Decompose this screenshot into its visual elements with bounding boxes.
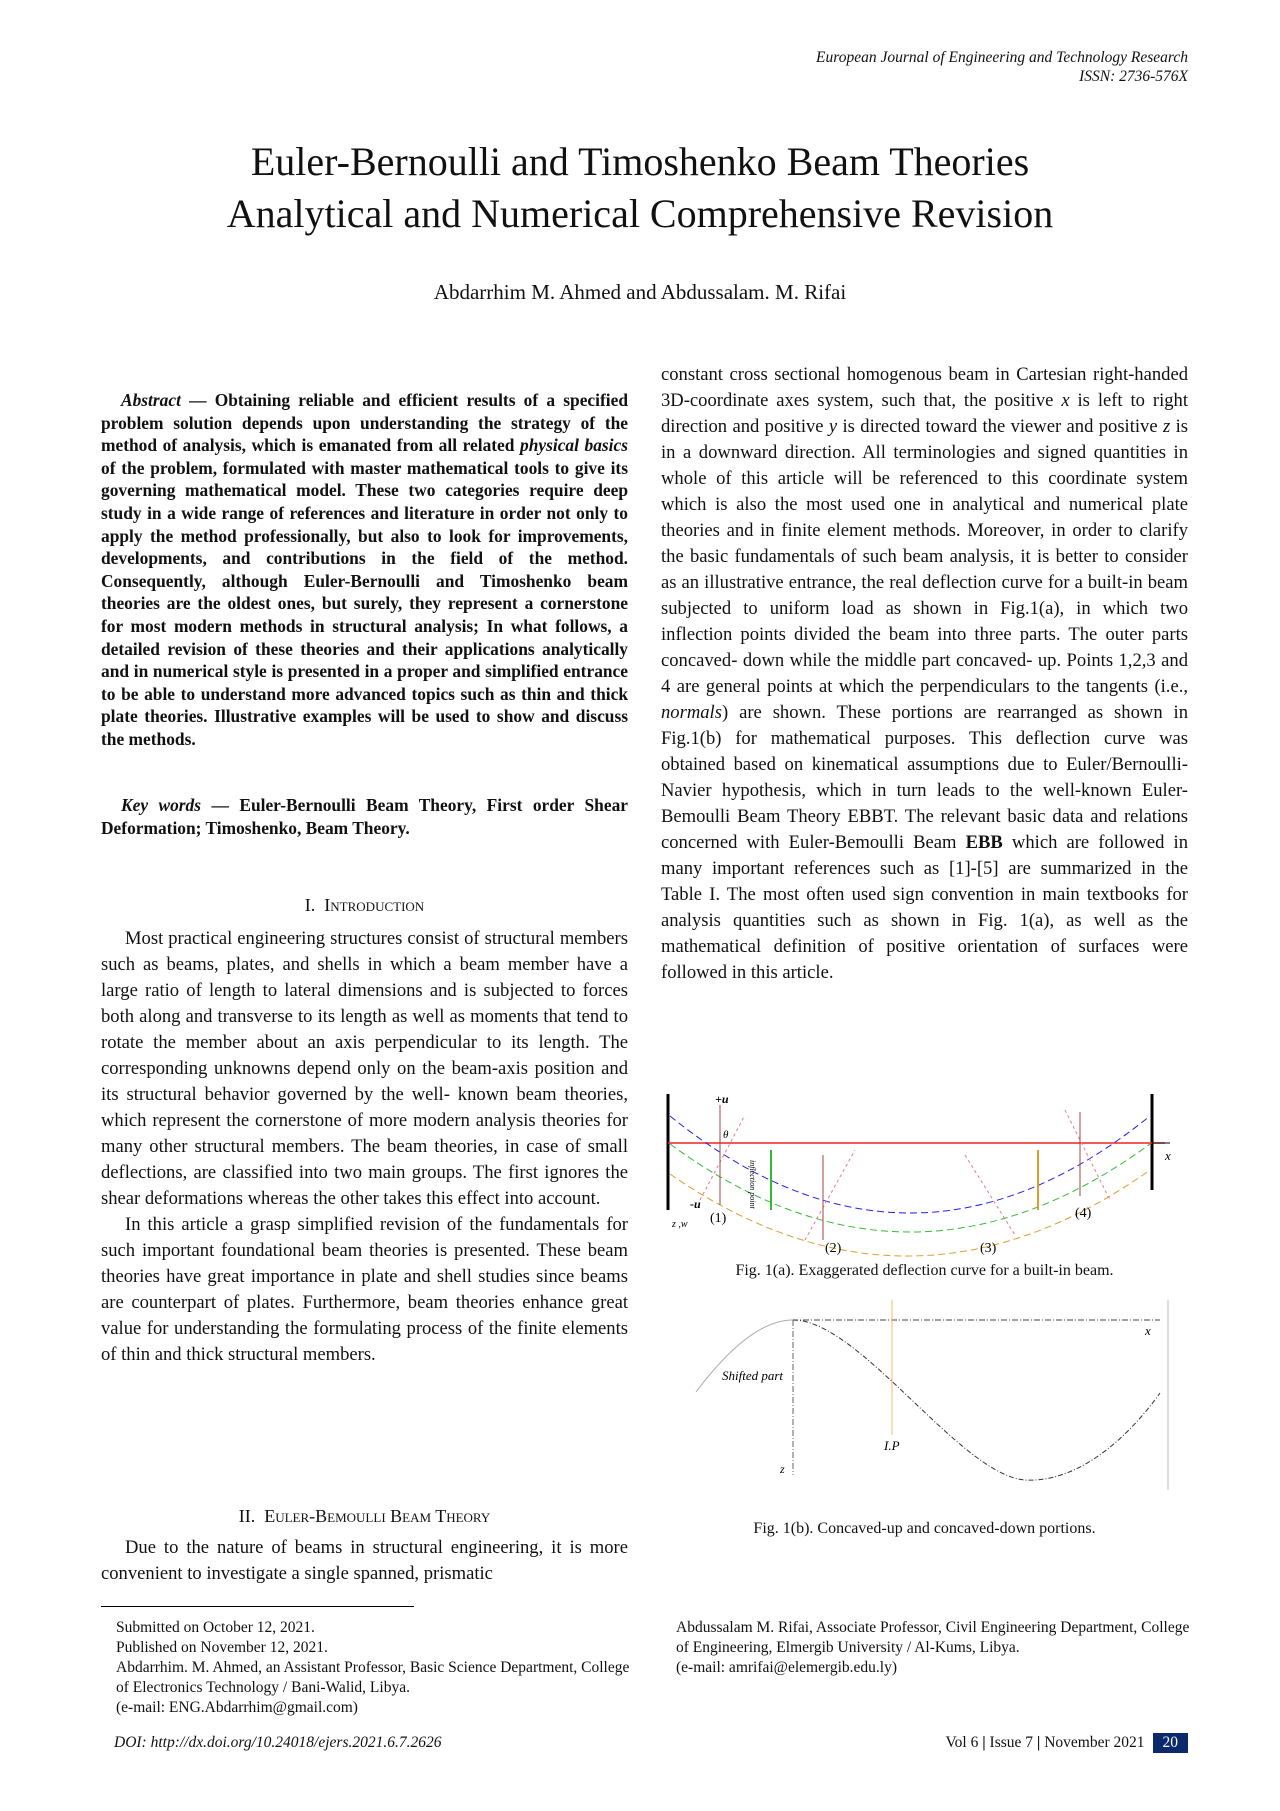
footnote: Abdarrhim. M. Ahmed, an Assistant Professor, Basic Science Department, College of Electronics Technology / Bani-Walid, Libya.: [116, 1659, 630, 1696]
text: is in a downward direction. All terminologies and signed quantities in whole of this article will be referenced to this coordinate system which is also the most used one in analytical and numerical plate theories and in finite element methods. Moreover, in order to clarify the basic fundamentals of such beam analysis, it is better to consider as an illustrative entrance, the real deflection curve for a built-in beam subjected to uniform load as shown in Fig.1(a), in which two inflection points divided the beam into three parts. The outer parts concaved- down while the middle part concaved- up. Points 1,2,3 and 4 are general points at which the perpendiculars to the tangents (i.e.,: [661, 416, 1188, 697]
abstract-italic: physical basics: [520, 435, 628, 456]
footnote: (e-mail: amrifai@elemergib.edu.ly): [676, 1659, 897, 1676]
footnote-rule: [101, 1606, 414, 1607]
keywords-label: Key words: [121, 795, 202, 815]
footnote: Abdussalam M. Rifai, Associate Professor, Civil Engineering Department, College of Engineering, Elmergib University / Al-Kums, Libya.: [676, 1619, 1190, 1656]
section-number: II.: [238, 1506, 256, 1526]
point-3-label: (3): [980, 1241, 997, 1256]
var: y: [828, 416, 838, 437]
right-column-text: [661, 362, 1188, 986]
section-number: I.: [304, 895, 316, 915]
page-number: 20: [1153, 1733, 1189, 1753]
paper-title: [0, 136, 1280, 240]
section-title: Euler-Bemoulli Beam Theory: [264, 1506, 491, 1526]
figure-1a: [660, 1090, 1200, 1265]
text: normals: [661, 702, 722, 723]
ip-label: I.P: [884, 1438, 900, 1453]
date: November 2021: [1044, 1734, 1145, 1751]
keywords-text: Euler-Bernoulli Beam Theory, First order Shear Deformation; Timoshenko, Beam Theory.: [101, 795, 628, 838]
paragraph: Due to the nature of beams in structural engineering, it is more convenient to investigate a single spanned, prismatic: [101, 1537, 628, 1584]
deflection-curve: [793, 1320, 1160, 1480]
u-label: +u: [715, 1092, 729, 1106]
abstract: [101, 389, 628, 751]
point-4-label: (4): [1075, 1206, 1092, 1221]
footnote: (e-mail: ENG.Abdarrhim@gmail.com): [116, 1699, 358, 1716]
inflection-label: inflection point: [748, 1160, 757, 1209]
separator: |: [978, 1734, 990, 1751]
footnotes-right: [676, 1618, 1196, 1678]
u-label: -u: [690, 1197, 701, 1211]
top-curve: [670, 1116, 1150, 1213]
text: ) are shown. These portions are rearranged as shown in Fig.1(b) for mathematical purposes. This deflection curve was obtained based on kinematical assumptions due to Euler/Bernoulli-Navier hypothesis, which in turn leads to the well-known Euler-Bemoulli Beam Theory EBBT. The relevant basic data and relations concerned with Euler-Bemoulli Beam: [661, 702, 1188, 853]
footnote: Submitted on October 12, 2021.: [116, 1619, 315, 1636]
separator: |: [1033, 1734, 1045, 1751]
figure-1b: [660, 1295, 1200, 1495]
var: z: [1162, 416, 1171, 437]
zw-label: z ,w: [672, 1219, 688, 1230]
abstract-text-2: of the problem, formulated with master mathematical tools to give its governing mathematical model. These two categories require deep study in a wide range of references and literature in order not only to apply the method professionally, but also to look for improvements, developments, and contributions in the field of the method. Consequently, although Euler-Bernoulli and Timoshenko beam theories are the oldest ones, but surely, they represent a cornerstone for most modern methods in structural analysis; In what follows, a detailed revision of these theories and their applications analytically and in numerical style is presented in a proper and simplified entrance to be able to understand more advanced topics such as thin and thick plate theories. Illustrative examples will be used to show and discuss the methods.: [101, 457, 628, 749]
x-label: x: [1165, 1148, 1171, 1163]
keywords: [101, 794, 628, 839]
doi[interactable]: DOI: http://dx.doi.org/10.24018/ejers.2021.6.7.2626: [114, 1734, 442, 1751]
text: constant cross sectional homogenous beam in Cartesian right-handed 3D-coordinate axes system, such that, the positive: [661, 364, 1188, 411]
authors: Abdarrhim M. Ahmed and Abdussalam. M. Rifai: [433, 280, 847, 304]
section-heading: [101, 1503, 628, 1529]
point-1-label: (1): [710, 1211, 727, 1226]
paragraph: Most practical engineering structures consist of structural members such as beams, plates, and shells in which a beam member have a large ratio of length to lateral dimensions and is subjected to forces both along and transverse to its length as well as moments that tend to rotate the member about an axis perpendicular to its length. The corresponding unknowns depend only on the beam-axis position and its structural behavior governed by the well- known beam theories, which represent the cornerstone of more modern analysis theories for many other structural members. The beam theories, in case of small deflections, are classified into two main groups. The first ignores the shear deformations whereas the other takes this effect into account.: [101, 928, 628, 1209]
volume: Vol 6: [945, 1734, 979, 1751]
title-line-2: Analytical and Numerical Comprehensive Revision: [226, 191, 1054, 236]
title-line-1: Euler-Bernoulli and Timoshenko Beam Theories: [250, 139, 1030, 184]
dash: —: [180, 390, 215, 410]
issn: ISSN: 2736-576X: [1079, 68, 1188, 85]
journal-name: European Journal of Engineering and Technology Research: [816, 49, 1188, 66]
section-introduction: [101, 892, 628, 1368]
dash: —: [201, 795, 240, 815]
section-ebbt: [101, 1503, 628, 1587]
abstract-text: Obtaining reliable and efficient results of a specified problem solution depends upon understanding the strategy of the method of analysis, which is emanated from all related: [101, 390, 628, 456]
text: is directed toward the viewer and positive: [837, 416, 1163, 437]
paragraph: In this article a grasp simplified revision of the fundamentals for such important foundational beam theories is presented. These beam theories have great importance in plate and shell studies since beams are counterpart of plates. Furthermore, beam theories enhance great value for understanding the formulating process of the finite elements of thin and thick structural members.: [101, 1214, 628, 1365]
page-footer: [945, 1733, 1188, 1753]
point-2-label: (2): [825, 1241, 842, 1256]
issue: Issue 7: [989, 1734, 1034, 1751]
journal-header: [816, 48, 1188, 86]
x-label: x: [1145, 1323, 1151, 1338]
z-label: z: [780, 1462, 785, 1476]
figure-1a-caption: Fig. 1(a). Exaggerated deflection curve for a built-in beam.: [735, 1262, 1114, 1279]
var: x: [1061, 390, 1070, 411]
shifted-part-label: Shifted part: [722, 1368, 784, 1383]
section-heading: [101, 892, 628, 918]
footnote: Published on November 12, 2021.: [116, 1639, 328, 1656]
section-title: Introduction: [324, 895, 425, 915]
text: is left to right direction and positive: [661, 390, 1189, 437]
theta-label: θ: [723, 1129, 729, 1141]
text: EBB: [965, 832, 1003, 853]
abstract-label: Abstract: [121, 390, 181, 410]
footnotes-left: [116, 1618, 636, 1718]
text: which are followed in many important references such as [1]-[5] are summarized in the Table I. The most often used sign convention in main textbooks for analysis quantities such as shown in Fig. 1(a), as well as the mathematical definition of positive orientation of surfaces were followed in this article.: [661, 832, 1188, 983]
figure-1b-caption: Fig. 1(b). Concaved-up and concaved-down portions.: [753, 1520, 1096, 1537]
